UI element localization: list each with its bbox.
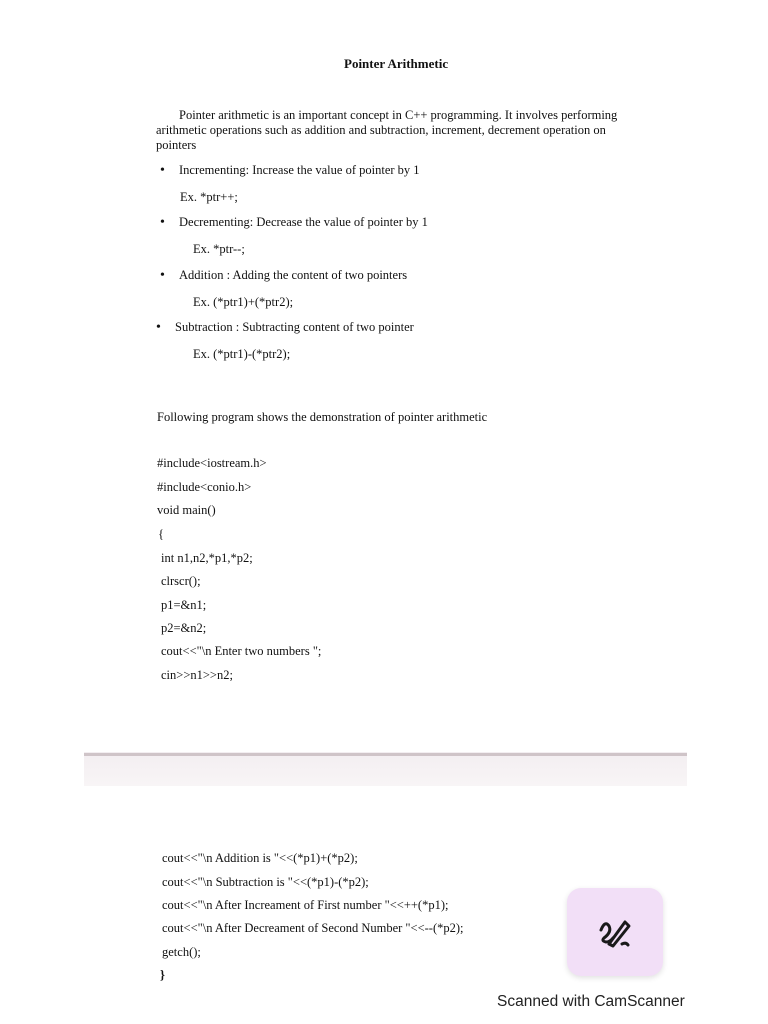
code-line: getch(); (162, 945, 201, 959)
page-title: Pointer Arithmetic (344, 56, 449, 71)
example-incrementing: Ex. *ptr++; (180, 190, 238, 204)
pen-scribble-icon (597, 914, 633, 950)
bullet-marker: • (160, 215, 165, 230)
bullet-marker: • (156, 320, 161, 335)
program-intro: Following program shows the demonstration of pointer arithmetic (157, 410, 488, 424)
code-line: cout<<"\n After Decreament of Second Number "<<--(*p2); (162, 921, 464, 935)
bullet-addition: Addition : Adding the content of two pointers (179, 268, 408, 282)
example-decrementing: Ex. *ptr--; (193, 242, 245, 256)
intro-line-3: pointers (156, 138, 197, 152)
code-line: int n1,n2,*p1,*p2; (161, 551, 253, 565)
code-line: } (160, 968, 165, 982)
code-line: clrscr(); (161, 574, 201, 588)
code-line: { (158, 527, 164, 541)
bullet-subtraction: Subtraction : Subtracting content of two pointer (175, 320, 414, 334)
code-line: void main() (157, 503, 216, 517)
bullet-decrementing: Decrementing: Decrease the value of pointer by 1 (179, 215, 428, 229)
bullet-incrementing: Incrementing: Increase the value of pointer by 1 (179, 163, 420, 177)
code-line: cin>>n1>>n2; (161, 668, 233, 682)
intro-line-1: Pointer arithmetic is an important concept in C++ programming. It involves performing (179, 108, 618, 122)
bullet-marker: • (160, 268, 165, 283)
code-line: p1=&n1; (161, 598, 207, 612)
bullet-marker: • (160, 163, 165, 178)
page-break-line (84, 753, 687, 756)
intro-line-2: arithmetic operations such as addition and subtraction, increment, decrement operation on (156, 123, 606, 137)
code-line: cout<<"\n Addition is "<<(*p1)+(*p2); (162, 851, 358, 865)
code-line: cout<<"\n After Increament of First number "<<++(*p1); (162, 898, 449, 912)
code-line: p2=&n2; (161, 621, 207, 635)
code-line: cout<<"\n Enter two numbers "; (161, 644, 322, 658)
page-break (84, 752, 687, 786)
code-line: #include<iostream.h> (157, 456, 267, 470)
code-line: cout<<"\n Subtraction is "<<(*p1)-(*p2); (162, 875, 369, 889)
camscanner-badge[interactable] (567, 888, 663, 976)
code-line: #include<conio.h> (157, 480, 252, 494)
example-addition: Ex. (*ptr1)+(*ptr2); (193, 295, 294, 309)
example-subtraction: Ex. (*ptr1)-(*ptr2); (193, 347, 291, 361)
scanner-watermark: Scanned with CamScanner (497, 993, 685, 1010)
